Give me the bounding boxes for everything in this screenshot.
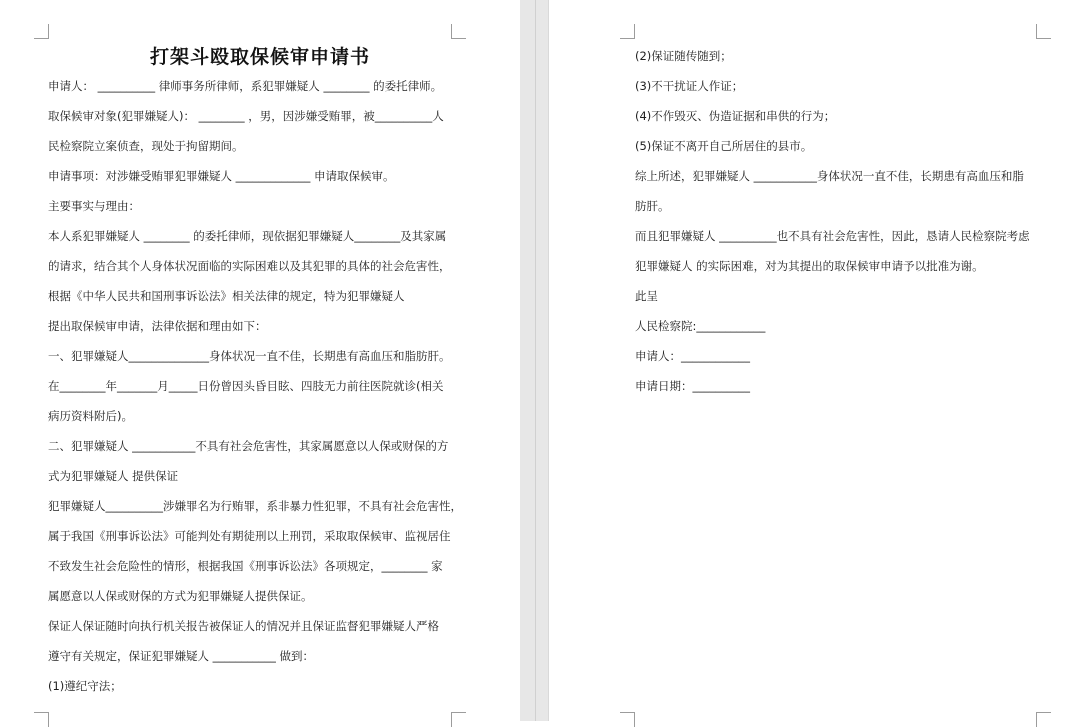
- crop-mark: [1036, 712, 1037, 727]
- crop-mark: [451, 712, 466, 713]
- list-item: (5)保证不离开自己所居住的县市。: [635, 139, 813, 153]
- paragraph-line: 综上所述，犯罪嫌疑人 ___________身体状况一直不佳，长期患有高血压和脂: [635, 169, 1024, 183]
- crop-mark: [1036, 38, 1051, 39]
- document-title: 打架斗殴取保候审申请书: [149, 46, 370, 68]
- paragraph-line: 病历资料附后)。: [48, 409, 133, 423]
- paragraph-line: 保证人保证随时向执行机关报告被保证人的情况并且保证监督犯罪嫌疑人严格: [48, 619, 439, 633]
- paragraph-line: 犯罪嫌疑人 的实际困难，对为其提出的取保候审申请予以批准为谢。: [635, 259, 984, 273]
- closing-line: 此呈: [635, 289, 658, 303]
- list-item: (1)遵纪守法；: [48, 679, 122, 693]
- paragraph-line: 根据《中华人民共和国刑事诉讼法》相关法律的规定，特为犯罪嫌疑人: [48, 289, 405, 303]
- gutter-divider: [535, 0, 536, 721]
- paragraph-line: 遵守有关规定，保证犯罪嫌疑人 ___________ 做到：: [48, 649, 315, 663]
- paragraph-line: 申请事项：对涉嫌受贿罪犯罪嫌疑人 _____________ 申请取保候审。: [48, 169, 395, 183]
- paragraph-line: 不致发生社会危险性的情形，根据我国《刑事诉讼法》各项规定，________ 家: [48, 559, 443, 573]
- paragraph-line: 肪肝。: [635, 199, 670, 213]
- crop-mark: [634, 24, 635, 39]
- paragraph-line: 申请人： __________ 律师事务所律师，系犯罪嫌疑人 ________ 的委托律师。: [48, 79, 443, 93]
- date-field: 申请日期：__________: [635, 379, 750, 393]
- paragraph-line: 二、犯罪嫌疑人 ___________不具有社会危害性，其家属愿意以人保或财保的方: [48, 439, 449, 453]
- recipient-field: 人民检察院:____________: [635, 319, 766, 333]
- list-item: (2)保证随传随到；: [635, 49, 732, 63]
- section-heading: 主要事实与理由：: [48, 199, 140, 213]
- paragraph-line: 犯罪嫌疑人__________涉嫌罪名为行贿罪，系非暴力性犯罪，不具有社会危害性，: [48, 499, 462, 513]
- paragraph-line: 的请求，结合其个人身体状况面临的实际困难以及其犯罪的具体的社会危害性，: [48, 259, 451, 273]
- crop-mark: [34, 712, 49, 713]
- crop-mark: [620, 38, 635, 39]
- paragraph-line: 取保候审对象(犯罪嫌疑人)： ________ ，男，因涉嫌受贿罪，被__________人: [48, 109, 444, 123]
- paragraph-line: 在________年_______月_____日份曾因头昏目眩、四肢无力前往医院就诊(相关: [48, 379, 444, 393]
- crop-mark: [1036, 712, 1051, 713]
- crop-mark: [48, 24, 49, 39]
- paragraph-line: 本人系犯罪嫌疑人 ________ 的委托律师，现依据犯罪嫌疑人________及其家属: [48, 229, 447, 243]
- crop-mark: [1036, 24, 1037, 39]
- list-item: (4)不作毁灭、伪造证据和串供的行为；: [635, 109, 836, 123]
- crop-mark: [620, 712, 635, 713]
- paragraph-line: 属于我国《刑事诉讼法》可能判处有期徒刑以上刑罚，采取取保候审、监视居住: [48, 529, 451, 543]
- list-item: (3)不干扰证人作证；: [635, 79, 744, 93]
- crop-mark: [451, 24, 452, 39]
- crop-mark: [34, 38, 49, 39]
- paragraph-line: 提出取保候审申请，法律依据和理由如下：: [48, 319, 267, 333]
- paragraph-line: 民检察院立案侦查，现处于拘留期间。: [48, 139, 244, 153]
- paragraph-line: 式为犯罪嫌疑人 提供保证: [48, 469, 179, 483]
- crop-mark: [451, 38, 466, 39]
- paragraph-line: 一、犯罪嫌疑人______________身体状况一直不佳，长期患有高血压和脂肪肝。: [48, 349, 451, 363]
- crop-mark: [48, 712, 49, 727]
- crop-mark: [634, 712, 635, 727]
- paragraph-line: 属愿意以人保或财保的方式为犯罪嫌疑人提供保证。: [48, 589, 313, 603]
- applicant-field: 申请人：____________: [635, 349, 750, 363]
- paragraph-line: 而且犯罪嫌疑人 __________也不具有社会危害性，因此，恳请人民检察院考虑: [635, 229, 1030, 243]
- crop-mark: [451, 712, 452, 727]
